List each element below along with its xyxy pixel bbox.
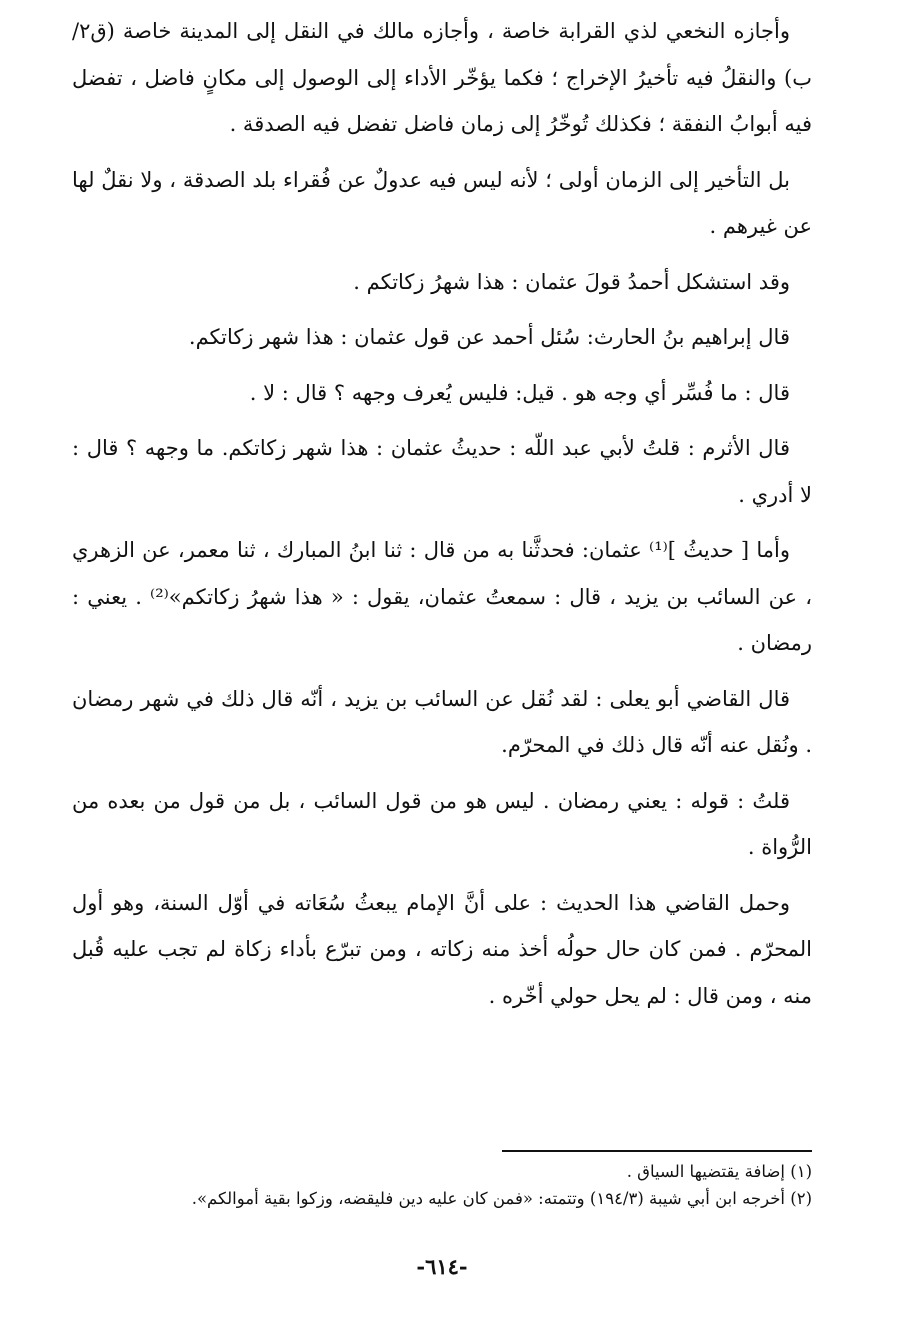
paragraph: قال القاضي أبو يعلى : لقد نُقل عن السائب بن يزيد ، أنّه قال ذلك في شهر رمضان . ونُقل عنه أنّه قال ذلك في المحرّم. (72, 686, 812, 757)
page-number: -٦١٤- (416, 1254, 468, 1279)
paragraph: وقد استشكل أحمدُ قولَ عثمان : هذا شهرُ زكاتكم . (353, 269, 790, 294)
paragraph: بل التأخير إلى الزمان أولى ؛ لأنه ليس فيه عدولٌ عن فُقراء بلد الصدقة ، ولا نقلٌ لها عن غيرهم . (72, 167, 812, 238)
footnote: (١) إضافة يقتضيها السياق . (626, 1162, 812, 1181)
document-page (72, 0, 812, 1324)
footnote-divider (502, 1150, 812, 1152)
footnotes (72, 1158, 812, 1212)
paragraph: وأما [ حديثُ ]⁽¹⁾ عثمان: فحدثَّنا به من قال : ثنا ابنُ المبارك ، ثنا معمر، عن الزهري ، عن السائب بن يزيد ، قال : سمعتُ عثمان، يقول : « هذا شهرُ زكاتكم»⁽²⁾ . يعني : رمضان . (72, 538, 813, 655)
paragraph: قلتُ : قوله : يعني رمضان . ليس هو من قول السائب ، بل من قول من بعده من الرُّواة . (72, 788, 812, 859)
paragraph: قال الأثرم : قلتُ لأبي عبد اللّه : حديثُ عثمان : هذا شهر زكاتكم. ما وجهه ؟ قال : لا أدري . (72, 436, 812, 507)
footnote: (٢) أخرجه ابن أبي شيبة (١٩٤/٣) وتتمته: «فمن كان عليه دين فليقضه، وزكوا بقية أموالكم». (191, 1189, 812, 1208)
paragraph: قال إبراهيم بنُ الحارث: سُئل أحمد عن قول عثمان : هذا شهر زكاتكم. (188, 325, 790, 349)
paragraph: قال : ما فُسِّر أي وجه هو . قيل: فليس يُعرف وجهه ؟ قال : لا . (249, 380, 790, 405)
main-text (72, 8, 812, 1028)
paragraph: وأجازه النخعي لذي القرابة خاصة ، وأجازه مالك في النقل إلى المدينة خاصة (ق٢/ب) والنقلُ فيه تأخيرُ الإخراج ؛ فكما يؤخّر الأداء إلى الوصول إلى مكانٍ فاضل ، تفضل فيه أبوابُ النفقة ؛ فكذلك تُوخّرُ إلى زمان فاضل تفضل فيه الصدقة . (72, 19, 812, 136)
paragraph: وحمل القاضي هذا الحديث : على أنَّ الإمام يبعثُ سُعَاته في أوّل السنة، وهو أول المحرّم . فمن كان حال حولُه أخذ منه زكاته ، ومن تبرّع بأداء زكاة لم تجب عليه قُبل منه ، ومن قال : لم يحل حولي أخّره . (72, 890, 812, 1008)
